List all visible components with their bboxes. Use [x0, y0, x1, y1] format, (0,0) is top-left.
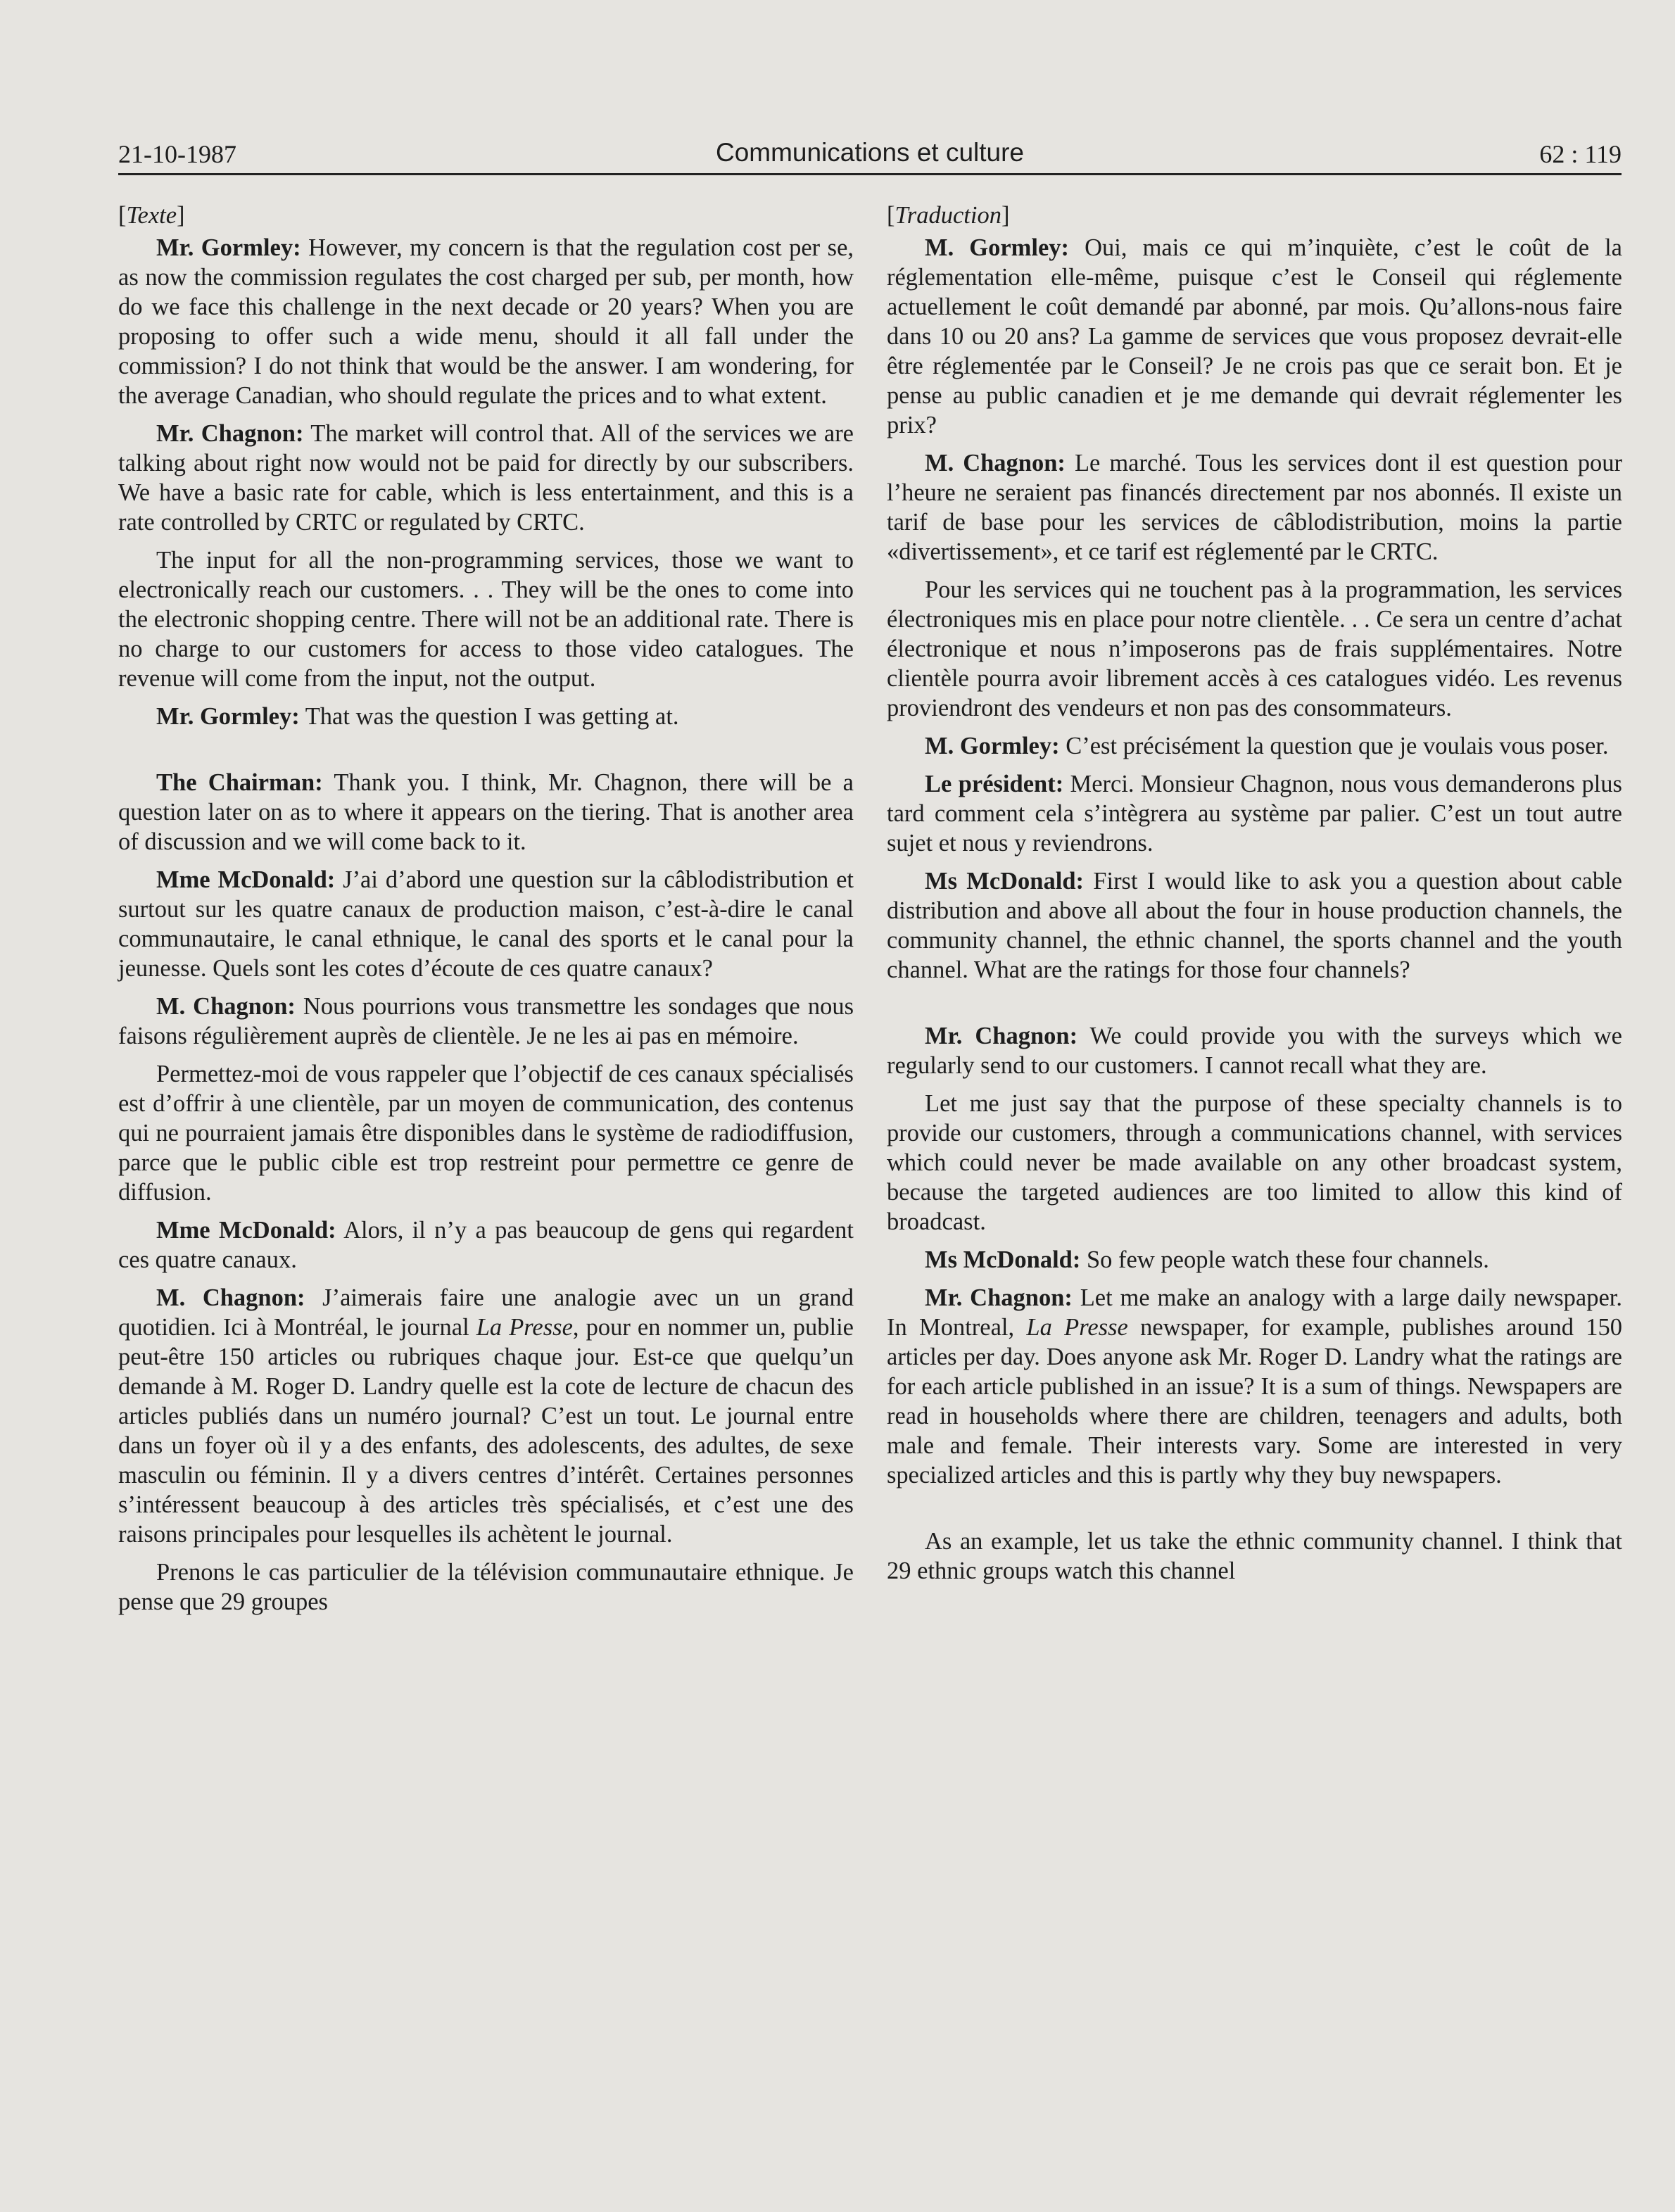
paragraph [118, 992, 854, 1051]
paragraph [887, 1245, 1622, 1275]
paragraph [887, 448, 1622, 567]
speaker: Ms McDonald: [925, 1246, 1081, 1273]
speech: Let me just say that the purpose of these specialty channels is to provide our customers, through a communications channel, with services which could never be made available on any other broadcast system, because the targeted audiences are too limited to allow this kind of broadcast. [887, 1090, 1622, 1235]
speech: Le marché. Tous les services dont il est question pour l’heure ne seraient pas financés directement par nos abonnés. Il existe un tarif de base pour les services de câblodistribution, moins la partie «divertissement», et ce tarif est réglementé par le CRTC. [887, 450, 1622, 565]
speech: That was the question I was getting at. [299, 703, 679, 730]
paragraph [887, 769, 1622, 858]
speech: J’ai d’abord une question sur la câblodistribution et surtout sur les quatre canaux de production maison, c’est-à-dire le canal communautaire, le canal ethnique, le canal des sports et le canal pour la jeunesse. Quels sont les cotes d’écoute de ces quatre canaux? [118, 866, 854, 982]
speaker: M. Gormley: [925, 733, 1060, 759]
paragraph [118, 1557, 854, 1617]
speech: , pour en nommer un, publie peut-être 150 articles ou rubriques chaque jour. Est-ce que quelqu’un demande à M. Roger D. Landry quelle est la cote de lecture de chacun des articles publiés dans un numéro journal? C’est un tout. Le journal entre dans un foyer où il y a des enfants, des adolescents, des adultes, de sexe masculin ou féminin. Il y a divers centres d’intérêt. Certaines personnes s’intéressent beaucoup à des articles très spécialisés, et c’est une des raisons principales pour lesquelles ils achètent le journal. [118, 1314, 854, 1548]
speech: Oui, mais ce qui m’inquiète, c’est le coût de la réglementation elle-même, puisque c’est le Conseil qui réglemente actuellement le coût demandé par abonné, par mois. Qu’allons-nous faire dans 10 ou 20 ans? La gamme de services que vous proposez devrait-elle être réglementée par le Conseil? Je ne crois pas que ce serait bon. Et je pense au public canadien et je me demande qui devrait réglementer les prix? [887, 234, 1622, 438]
left-column [118, 201, 854, 1625]
speech: The market will control that. All of the services we are talking about right now would not be paid for directly by our subscribers. We have a basic rate for cable, which is less entertainment, and this is a rate controlled by CRTC or regulated by CRTC. [118, 420, 854, 536]
paragraph [887, 866, 1622, 985]
speech: Alors, il n’y a pas beaucoup de gens qui regardent ces quatre canaux. [118, 1217, 854, 1273]
paragraph [887, 233, 1622, 440]
speech: Nous pourrions vous transmettre les sondages que nous faisons régulièrement auprès de clientèle. Je ne les ai pas en mémoire. [118, 993, 854, 1049]
section-tag-text: Texte [126, 202, 177, 229]
speaker: Mr. Chagnon: [925, 1023, 1078, 1049]
right-column [887, 201, 1622, 1594]
speech: Merci. Monsieur Chagnon, nous vous demanderons plus tard comment cela s’intègrera au système par palier. C’est un tout autre sujet et nous y reviendrons. [887, 771, 1622, 857]
speaker: M. Gormley: [925, 234, 1070, 261]
speaker: M. Chagnon: [925, 450, 1066, 476]
speaker: Le président: [925, 771, 1064, 797]
speaker: Mr. Gormley: [156, 234, 301, 261]
section-tag: [Traduction] [887, 202, 1010, 229]
newspaper-title: La Presse [1026, 1314, 1128, 1341]
paragraph [118, 419, 854, 537]
speech: Pour les services qui ne touchent pas à la programmation, les services électroniques mis en place pour notre clientèle. . . Ce sera un centre d’achat électronique et nous n’imposerons pas de frais supplémentaires. Notre clientèle pourra avoir librement accès à ces catalogues vidéo. Les revenus proviendront des vendeurs et non pas des consommateurs. [887, 576, 1622, 721]
paragraph [887, 1283, 1622, 1490]
paragraph [887, 1021, 1622, 1080]
paragraph [887, 1527, 1622, 1586]
paragraph [887, 575, 1622, 723]
speech: Thank you. I think, Mr. Chagnon, there will be a question later on as to where it appears on the tiering. That is another area of discussion and we will come back to it. [118, 769, 854, 855]
speech: Prenons le cas particulier de la télévision communautaire ethnique. Je pense que 29 groupes [118, 1559, 854, 1615]
paragraph [118, 1283, 854, 1549]
speech: As an example, let us take the ethnic community channel. I think that 29 ethnic groups watch this channel [887, 1528, 1622, 1584]
paragraph [887, 731, 1622, 761]
paragraph [887, 1089, 1622, 1237]
paragraph [118, 702, 854, 731]
speech: Permettez-moi de vous rappeler que l’objectif de ces canaux spécialisés est d’offrir à une clientèle, par un moyen de communication, des contenus qui ne pourraient jamais être disponibles dans le système de radiodiffusion, parce que le public cible est trop restreint pour permettre ce genre de diffusion. [118, 1061, 854, 1206]
speech: Let me make an analogy with a large daily newspaper. In Montreal, [887, 1284, 1622, 1341]
speaker: The Chairman: [156, 769, 323, 796]
paragraph [118, 545, 854, 693]
paragraph [118, 1215, 854, 1275]
speaker: Mme McDonald: [156, 866, 336, 893]
speech: J’aimerais faire une analogie avec un un grand quotidien. Ici à Montréal, le journal [118, 1284, 854, 1341]
speech: C’est précisément la question que je voulais vous poser. [1059, 733, 1609, 759]
speaker: M. Chagnon: [156, 993, 296, 1020]
speaker: Mr. Chagnon: [925, 1284, 1073, 1311]
speech: The input for all the non-programming services, those we want to electronically reach our customers. . . They will be the ones to come into the electronic shopping centre. There will not be an additional rate. There is no charge to our customers for access to those video catalogues. The revenue will come from the input, not the output. [118, 547, 854, 692]
speaker: Mr. Chagnon: [156, 420, 304, 447]
speaker: Ms McDonald: [925, 868, 1085, 895]
header-title: Communications et culture [715, 138, 1025, 167]
newspaper-title: La Presse [476, 1314, 573, 1341]
section-tag-text: Traduction [895, 202, 1001, 229]
speaker: M. Chagnon: [156, 1284, 305, 1311]
paragraph [118, 1059, 854, 1207]
speech: We could provide you with the surveys which we regularly send to our customers. I cannot recall what they are. [887, 1023, 1622, 1079]
speech: First I would like to ask you a question about cable distribution and above all about the four in house production channels, the community channel, the ethnic channel, the sports channel and the youth channel. What are the ratings for those four channels? [887, 868, 1622, 983]
header-date: 21-10-1987 [118, 140, 236, 168]
header-page-number: 62 : 119 [1539, 140, 1622, 168]
speech: So few people watch these four channels. [1080, 1246, 1489, 1273]
paragraph [118, 233, 854, 410]
paragraph [118, 768, 854, 857]
speaker: Mr. Gormley: [156, 703, 300, 730]
speech: newspaper, for example, publishes around 150 articles per day. Does anyone ask Mr. Roger D. Landry what the ratings are for each article published in an issue? It is a sum of things. Newspapers are read in households where there are children, teenagers and adults, both male and female. Their interests vary. Some are interested in very specialized articles and this is partly why they buy newspapers. [887, 1314, 1622, 1489]
paragraph [118, 865, 854, 983]
speaker: Mme McDonald: [156, 1217, 336, 1244]
section-tag: [Texte] [118, 202, 185, 229]
speech: However, my concern is that the regulation cost per se, as now the commission regulates the cost charged per sub, per month, how do we face this challenge in the next decade or 20 years? When you are proposing to offer such a wide menu, should it all fall under the commission? I do not think that would be the answer. I am wondering, for the average Canadian, who should regulate the prices and to what extent. [118, 234, 854, 409]
page-header [118, 138, 1622, 175]
